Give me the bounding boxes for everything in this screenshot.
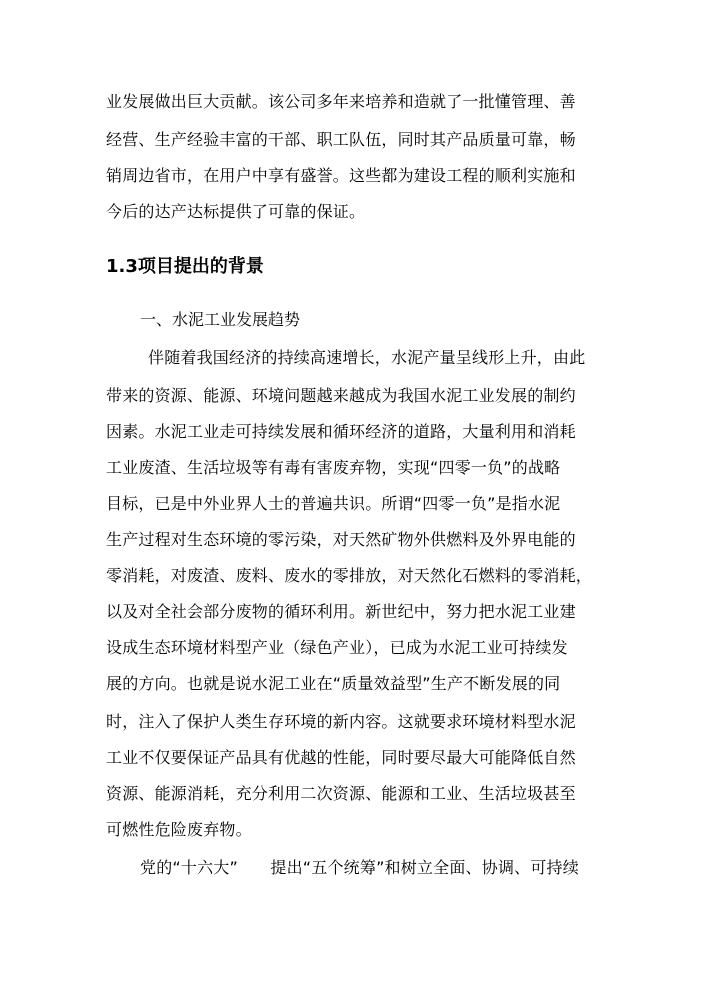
body-line-14: 可燃性危险废弃物。 [106,820,252,839]
body-line-11: 时，注入了保护人类生存环境的新内容。这就要求环境材料型水泥 [106,712,576,731]
body-line-13: 资源、能源消耗，充分利用二次资源、能源和工业、生活垃圾甚至 [106,784,576,803]
body-line-3: 因素。水泥工业走可持续发展和循环经济的道路，大量利用和消耗 [106,422,576,441]
intro-line-2: 经营、生产经验丰富的干部、职工队伍，同时其产品质量可靠，畅 [106,130,576,149]
body-line-2: 带来的资源、能源、环境问题越来越成为我国水泥工业发展的制约 [106,386,576,405]
body-line-7: 零消耗，对废渣、废料、废水的零排放，对天然化石燃料的零消耗， [106,566,593,585]
body-line-9: 设成生态环境材料型产业（绿色产业），已成为水泥工业可持续发 [106,638,568,657]
intro-line-4: 今后的达产达标提供了可靠的保证。 [106,202,366,221]
body-line-8: 以及对全社会部分废物的循环利用。新世纪中，努力把水泥工业建 [106,602,576,621]
final-line: 党的“十六大” 提出“五个统筹”和树立全面、协调、可持续 [140,858,579,877]
body-line-4: 工业废渣、生活垃圾等有毒有害废弃物，实现“四零一负”的战略 [106,458,561,477]
subsection-heading: 一、水泥工业发展趋势 [140,310,301,329]
intro-line-1: 业发展做出巨大贡献。该公司多年来培养和造就了一批懂管理、善 [106,92,576,111]
body-line-5: 目标，已是中外业界人士的普遍共识。所谓“四零一负”是指水泥 [106,494,561,513]
intro-line-3: 销周边省市，在用户中享有盛誉。这些都为建设工程的顺利实施和 [106,166,576,185]
body-line-6: 生产过程对生态环境的零污染，对天然矿物外供燃料及外界电能的 [106,530,576,549]
body-line-12: 工业不仅要保证产品具有优越的性能，同时要尽最大可能降低自然 [106,748,576,767]
body-line-10: 展的方向。也就是说水泥工业在“质量效益型”生产不断发展的同 [106,674,561,693]
section-heading: 1.3项目提出的背景 [106,256,264,277]
body-line-1: 伴随着我国经济的持续高速增长，水泥产量呈线形上升，由此 [148,348,586,367]
